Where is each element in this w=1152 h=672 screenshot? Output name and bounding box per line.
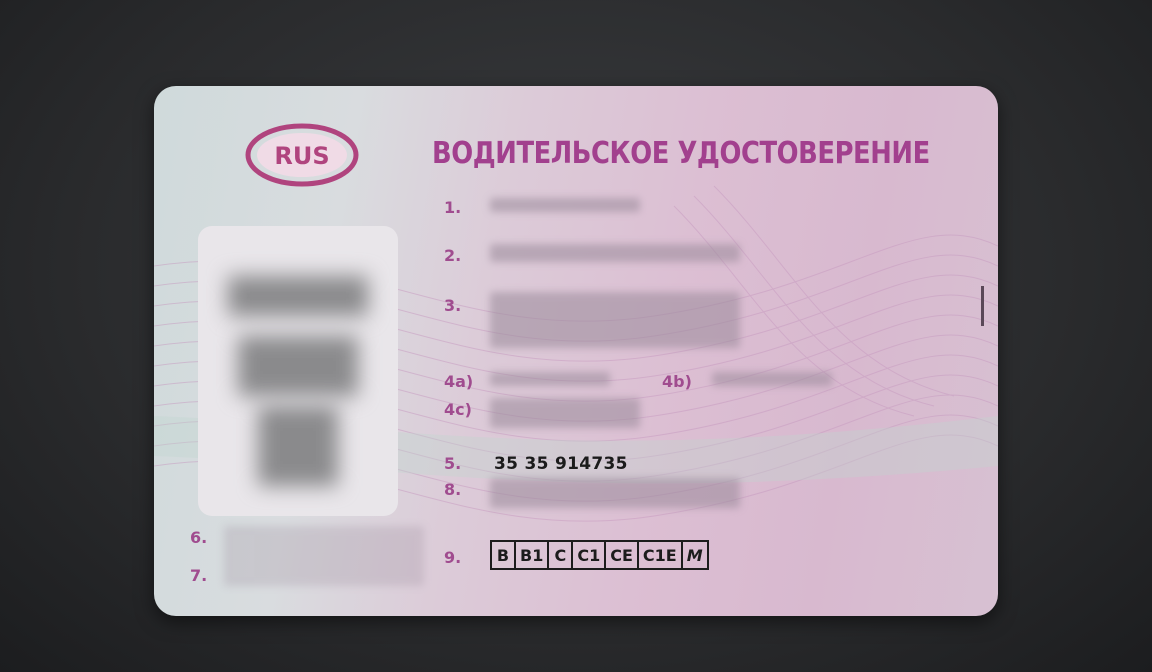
field-4c-label: 4c): [444, 400, 472, 419]
field-4b-label: 4b): [662, 372, 692, 391]
document-title: ВОДИТЕЛЬСКОЕ УДОСТОВЕРЕНИЕ: [432, 136, 930, 171]
redacted-signature: [224, 526, 424, 586]
category-cell: C1: [573, 542, 606, 568]
license-categories: [490, 540, 709, 570]
field-4a-label: 4a): [444, 372, 474, 391]
field-5-label: 5.: [444, 454, 462, 473]
category-cell: M: [686, 545, 703, 565]
field-3-label: 3.: [444, 296, 462, 315]
field-6-label: 6.: [190, 528, 208, 547]
category-cell: C: [549, 542, 573, 568]
field-9-label: 9.: [444, 548, 462, 567]
holder-photo-blurred: [198, 226, 398, 516]
redacted-residence: [490, 478, 740, 508]
field-1-label: 1.: [444, 198, 462, 217]
category-cell: CE: [606, 542, 639, 568]
category-cell: C1E: [639, 542, 683, 568]
redacted-issue-date: [490, 372, 610, 386]
rus-oval-logo: [244, 122, 360, 188]
category-cell: B: [492, 542, 516, 568]
redacted-given-names: [490, 244, 740, 262]
redacted-birth-info: [490, 292, 740, 348]
field-7-label: 7.: [190, 566, 208, 585]
field-2-label: 2.: [444, 246, 462, 265]
field-8-label: 8.: [444, 480, 462, 499]
license-number: 35 35 914735: [494, 454, 628, 474]
redacted-surname: [490, 198, 640, 212]
edge-mark: [981, 286, 984, 326]
country-code: RUS: [274, 142, 330, 170]
redacted-issuer: [490, 398, 640, 428]
driver-license-card: [154, 86, 998, 616]
redacted-expiry-date: [712, 372, 832, 386]
category-cell: B1: [516, 542, 549, 568]
